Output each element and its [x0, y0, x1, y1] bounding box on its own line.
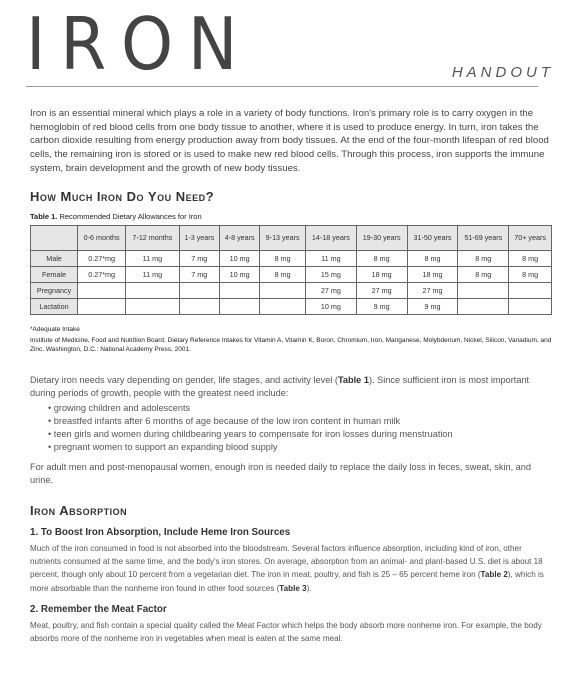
needs-text-b: ). Since sufficient iron is most important during periods of growth, people with the greatest need include:: [30, 375, 530, 398]
table-row: [31, 283, 552, 299]
table-cell: 10 mg: [219, 267, 259, 283]
section-heading-absorption: Iron Absorption: [30, 503, 128, 518]
table-cell: [179, 299, 219, 315]
table-source: Institute of Medicine, Food and Nutrition Board. Dietary Reference Intakes for Vitamin A, Vitamin K, Boron, Chromium, Iron, Manganese, Molybdenum, Nickel, Silicon, Vanadium, and Zinc. Washington, D.C.: National Academy Press, 2001.: [30, 337, 552, 353]
table-cell: [509, 299, 552, 315]
rda-table: [30, 225, 552, 315]
list-item: • pregnant women to support an expanding blood supply: [48, 441, 453, 454]
page-title: IRON: [26, 2, 253, 86]
subheading-meat-factor: 2. Remember the Meat Factor: [30, 604, 167, 615]
heme-text-b: ), which is more absorbable than the nonheme iron found in other food sources (: [30, 570, 544, 593]
needs-bullet-list: [48, 402, 453, 454]
table-cell: 10 mg: [305, 299, 356, 315]
table-cell: 7 mg: [179, 251, 219, 267]
table-caption-label: Table 1.: [30, 212, 58, 221]
table-cell: 8 mg: [356, 251, 407, 267]
heme-text-a: Much of the iron consumed in food is not absorbed into the bloodstream. Several factors influence absorption, including kind of iron, other nutrients consumed at the same time, and the body's iron stores. On average, absorption from an animal- and plant-based U.S. diet is about 18 percent, though only about 10 percent from a vegetarian diet. The iron in meat, poultry, and fish is 25 – 65 percent heme iron (: [30, 544, 543, 580]
table-cell: 8 mg: [458, 267, 509, 283]
header-cell: [31, 226, 78, 251]
table-cell: [509, 283, 552, 299]
meat-factor-paragraph: Meat, poultry, and fish contain a special quality called the Meat Factor which helps the body absorb more nonheme iron. For example, the body absorbs more of the nonheme iron in vegetables when meat is eaten at the same meal.: [30, 621, 542, 644]
table-cell: 8 mg: [260, 267, 306, 283]
table-cell: 11 mg: [126, 267, 179, 283]
table-cell: [458, 299, 509, 315]
header-cell: 14-18 years: [305, 226, 356, 251]
subheading-heme-sources: 1. To Boost Iron Absorption, Include Heme Iron Sources: [30, 527, 291, 538]
list-item: • teen girls and women during childbearing years to compensate for iron losses during menstruation: [48, 428, 453, 441]
needs-text-a: Dietary iron needs vary depending on gender, life stages, and activity level (: [30, 375, 338, 385]
header-cell: 7-12 months: [126, 226, 179, 251]
table-cell: 18 mg: [356, 267, 407, 283]
table-cell: [458, 283, 509, 299]
needs-table-ref: Table 1: [337, 375, 369, 385]
heme-text-c: ).: [306, 583, 312, 593]
header-cell: 9-13 years: [260, 226, 306, 251]
table-cell: 9 mg: [407, 299, 458, 315]
list-item: • breastfed infants after 6 months of age because of the low iron content in human milk: [48, 415, 453, 428]
table-cell: [126, 283, 179, 299]
table-cell: [219, 299, 259, 315]
table-cell: [78, 299, 126, 315]
table-cell: 9 mg: [356, 299, 407, 315]
table-cell: [78, 283, 126, 299]
table-cell: [260, 283, 306, 299]
header-cell: 51-69 years: [458, 226, 509, 251]
table-cell: 7 mg: [179, 267, 219, 283]
table-cell: 11 mg: [126, 251, 179, 267]
list-item: • growing children and adolescents: [48, 402, 453, 415]
header-cell: 19-30 years: [356, 226, 407, 251]
row-label: Lactation: [31, 299, 78, 315]
row-label: Pregnancy: [31, 283, 78, 299]
table-cell: 8 mg: [509, 267, 552, 283]
table-cell: 27 mg: [305, 283, 356, 299]
table-cell: 0.27*mg: [78, 251, 126, 267]
table-cell: [219, 283, 259, 299]
table-cell: 8 mg: [509, 251, 552, 267]
table-cell: [260, 299, 306, 315]
table-cell: 0.27*mg: [78, 267, 126, 283]
table-caption-text: Recommended Dietary Allowances for Iron: [59, 212, 202, 221]
table-cell: 18 mg: [407, 267, 458, 283]
heme-paragraph: [30, 542, 554, 595]
section-heading-iron-needs: How Much Iron Do You Need?: [30, 189, 215, 204]
header-cell: 1-3 years: [179, 226, 219, 251]
table-footnote: *Adequate Intake: [30, 326, 80, 333]
needs-paragraph: [30, 374, 555, 400]
row-label: Female: [31, 267, 78, 283]
table-row: [31, 299, 552, 315]
table-cell: [126, 299, 179, 315]
header-cell: 70+ years: [509, 226, 552, 251]
table-row: [31, 251, 552, 267]
table-header-row: [31, 226, 552, 251]
title-divider: [26, 86, 538, 87]
row-label: Male: [31, 251, 78, 267]
table-cell: 8 mg: [458, 251, 509, 267]
table-cell: 8 mg: [407, 251, 458, 267]
table-cell: 8 mg: [260, 251, 306, 267]
intro-paragraph: Iron is an essential mineral which plays a role in a variety of body functions. Iron's primary role is to carry oxygen in the hemoglobin of red blood cells from one body tissue to another, where it is used to produce energy. In turn, iron takes the carbon dioxide resulting from energy production away from body tissues. At the end of the four-month lifespan of red blood cells, the remaining iron is stored or is used to make new red blood cells. Through this process, iron supports the immune system, brain development and the growth of new body tissues.: [30, 108, 549, 174]
table-caption: [30, 212, 202, 221]
handout-label: HANDOUT: [451, 64, 554, 81]
table-cell: [179, 283, 219, 299]
header-cell: 31-50 years: [407, 226, 458, 251]
table-cell: 27 mg: [407, 283, 458, 299]
table-cell: 15 mg: [305, 267, 356, 283]
adult-needs-paragraph: For adult men and post-menopausal women, enough iron is needed daily to replace the daily loss in feces, sweat, skin, and urine.: [30, 462, 532, 485]
heme-table3-ref: Table 3: [279, 583, 307, 593]
header-cell: 0-6 months: [78, 226, 126, 251]
table-cell: 10 mg: [219, 251, 259, 267]
table-cell: 11 mg: [305, 251, 356, 267]
heme-table2-ref: Table 2: [480, 570, 508, 580]
header-cell: 4-8 years: [219, 226, 259, 251]
table-row: [31, 267, 552, 283]
table-cell: 27 mg: [356, 283, 407, 299]
